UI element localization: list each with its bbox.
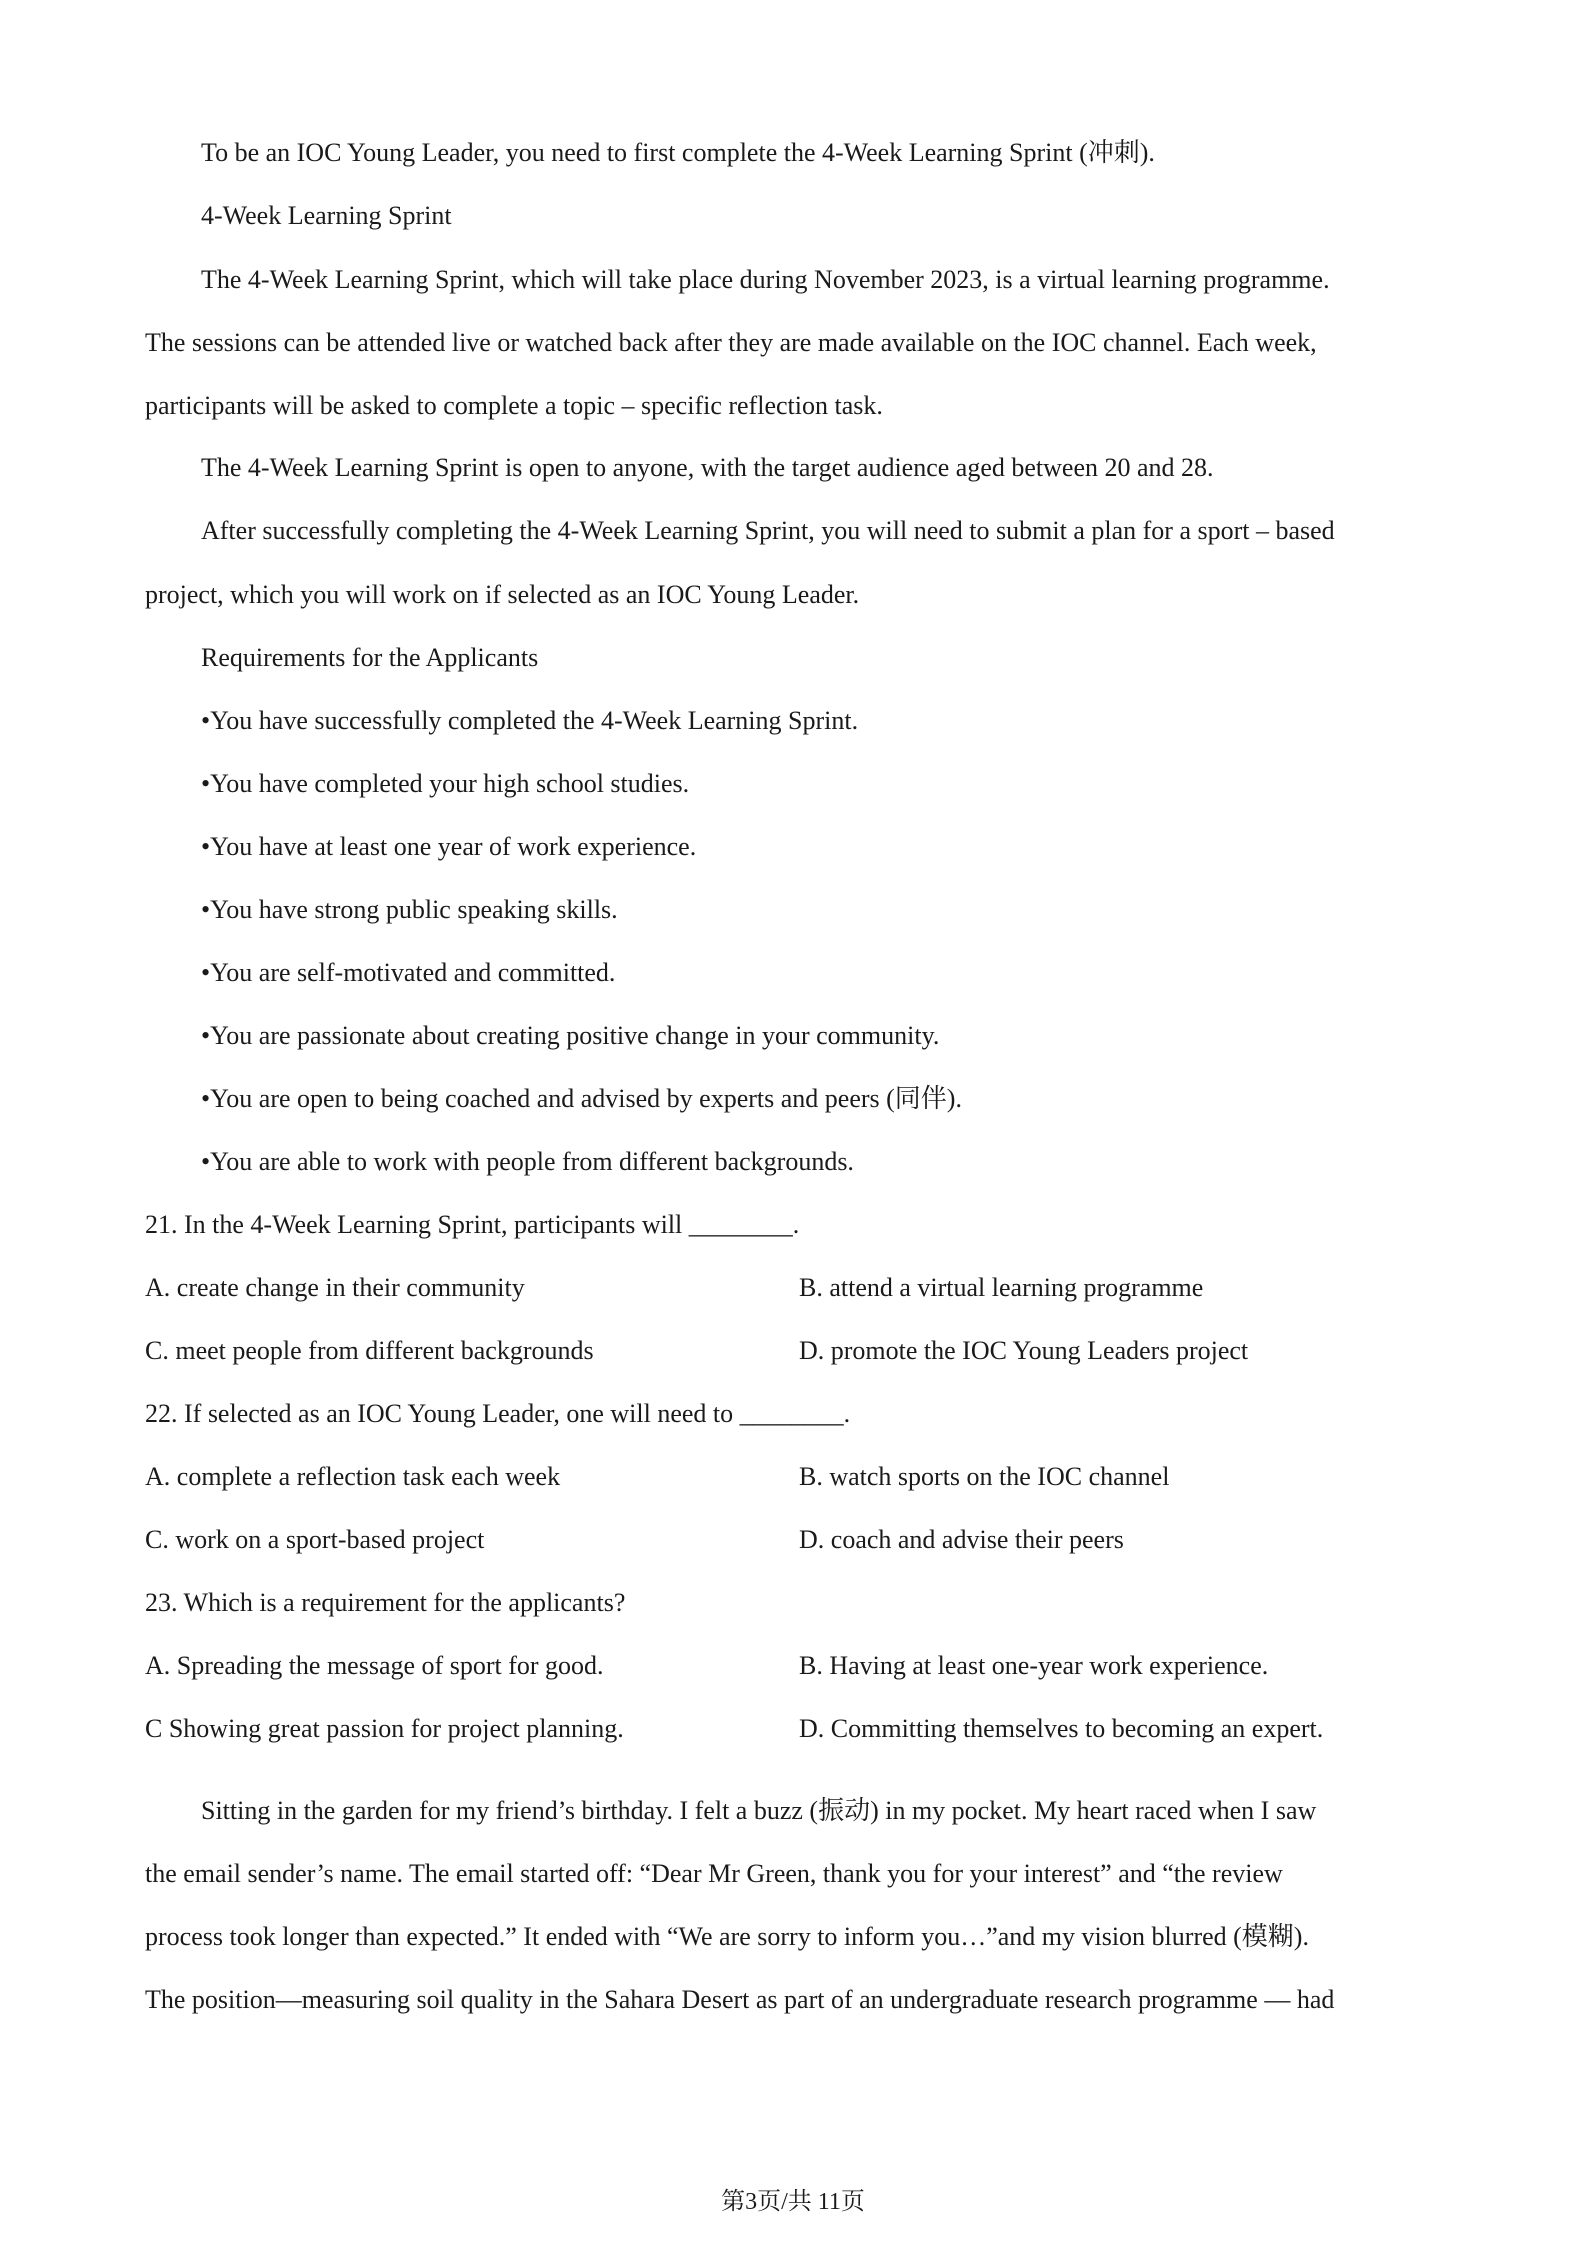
option-a[interactable]: A. Spreading the message of sport for good. xyxy=(145,1651,604,1680)
question-stem: 23. Which is a requirement for the applicants? xyxy=(145,1588,626,1617)
option-c[interactable]: C. meet people from different backgrounds xyxy=(145,1336,594,1365)
option-d[interactable]: D. coach and advise their peers xyxy=(799,1525,1124,1554)
option-d[interactable]: D. promote the IOC Young Leaders project xyxy=(799,1336,1249,1365)
paragraph-line: project, which you will work on if selected as an IOC Young Leader. xyxy=(145,580,860,609)
paragraph-line: The position—measuring soil quality in the Sahara Desert as part of an undergraduate research programme — had xyxy=(145,1985,1335,2014)
question-stem: 22. If selected as an IOC Young Leader, one will need to ________. xyxy=(145,1399,851,1428)
heading-sprint: 4-Week Learning Sprint xyxy=(201,201,452,230)
paragraph-line: participants will be asked to complete a topic – specific reflection task. xyxy=(145,391,883,420)
heading-requirements: Requirements for the Applicants xyxy=(201,643,539,672)
requirement-item: •You are self-motivated and committed. xyxy=(201,958,616,987)
paragraph-line: The 4-Week Learning Sprint is open to anyone, with the target audience aged between 20 and 28. xyxy=(201,453,1214,482)
option-b[interactable]: B. Having at least one-year work experience. xyxy=(799,1651,1269,1680)
option-a[interactable]: A. complete a reflection task each week xyxy=(145,1462,561,1491)
requirement-item: •You have successfully completed the 4-Week Learning Sprint. xyxy=(201,706,859,735)
question-stem: 21. In the 4-Week Learning Sprint, participants will ________. xyxy=(145,1210,800,1239)
requirement-item: •You have at least one year of work experience. xyxy=(201,832,697,861)
option-b[interactable]: B. watch sports on the IOC channel xyxy=(799,1462,1170,1491)
option-b[interactable]: B. attend a virtual learning programme xyxy=(799,1273,1204,1302)
paragraph-line: Sitting in the garden for my friend’s birthday. I felt a buzz (振动) in my pocket. My heart raced when I saw xyxy=(201,1796,1317,1825)
paragraph-line: process took longer than expected.” It ended with “We are sorry to inform you…”and my vision blurred (模糊). xyxy=(145,1922,1309,1951)
option-d[interactable]: D. Committing themselves to becoming an expert. xyxy=(799,1714,1324,1743)
requirement-item: •You are able to work with people from different backgrounds. xyxy=(201,1147,854,1176)
option-a[interactable]: A. create change in their community xyxy=(145,1273,525,1302)
requirement-item: •You have strong public speaking skills. xyxy=(201,895,618,924)
option-c[interactable]: C Showing great passion for project planning. xyxy=(145,1714,624,1743)
intro-paragraph: To be an IOC Young Leader, you need to first complete the 4-Week Learning Sprint (冲刺). xyxy=(201,138,1155,167)
paragraph-line: the email sender’s name. The email started off: “Dear Mr Green, thank you for your interest” and “the review xyxy=(145,1859,1283,1888)
requirement-item: •You are open to being coached and advised by experts and peers (同伴). xyxy=(201,1084,962,1113)
page-number: 第3页/共 11页 xyxy=(721,2189,865,2215)
paragraph-line: After successfully completing the 4-Week Learning Sprint, you will need to submit a plan for a sport – based xyxy=(201,516,1335,545)
requirement-item: •You are passionate about creating positive change in your community. xyxy=(201,1021,940,1050)
paragraph-line: The 4-Week Learning Sprint, which will take place during November 2023, is a virtual learning programme. xyxy=(201,265,1330,294)
requirement-item: •You have completed your high school studies. xyxy=(201,769,690,798)
paragraph-line: The sessions can be attended live or watched back after they are made available on the IOC channel. Each week, xyxy=(145,328,1317,357)
option-c[interactable]: C. work on a sport-based project xyxy=(145,1525,485,1554)
